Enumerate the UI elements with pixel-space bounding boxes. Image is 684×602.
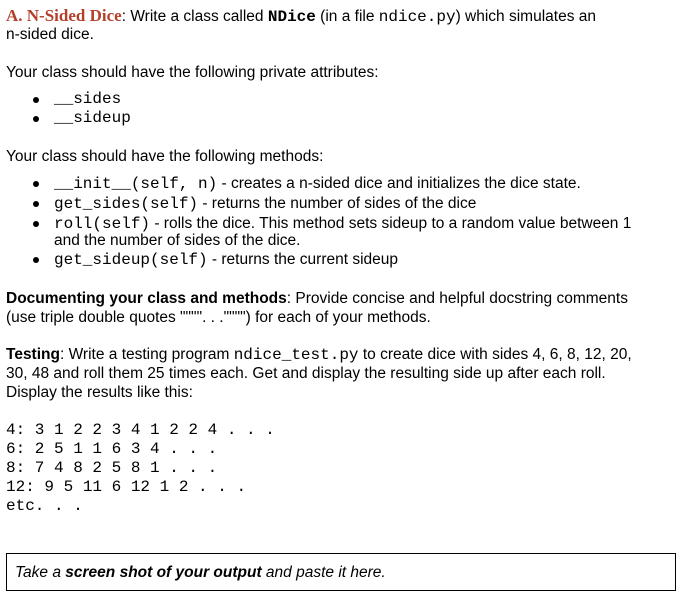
attributes-intro: Your class should have the following private attributes: [6, 64, 379, 81]
intro-text: : Write a class called [121, 8, 268, 25]
intro-paragraph [6, 6, 596, 27]
intro-text-mid: (in a file [315, 8, 379, 25]
testing-label: Testing [6, 346, 60, 363]
attribute-item: __sides [0, 90, 131, 109]
methods-list-cont [0, 250, 398, 270]
test-file-code: ndice_test.py [233, 346, 359, 364]
documenting-text: : Provide concise and helpful docstring comments [286, 290, 628, 307]
method-code: get_sideup(self) [54, 251, 208, 269]
output-line: etc. . . [6, 497, 83, 515]
method-item [0, 250, 398, 270]
method-item [0, 194, 631, 214]
attribute-item: __sideup [0, 109, 131, 128]
method-code: get_sides(self) [54, 195, 199, 213]
methods-list [0, 174, 631, 234]
output-line: 8: 7 4 8 2 5 8 1 . . . [6, 459, 218, 477]
testing-line-2: 30, 48 and roll them 25 times each. Get and display the resulting side up after each roll. [6, 365, 606, 382]
instruction-after: and paste it here. [261, 564, 386, 581]
method-desc: - returns the number of sides of the dice [198, 195, 477, 212]
method-code: __init__(self, n) [54, 175, 218, 193]
method-code: roll(self) [54, 215, 151, 233]
testing-text-after: to create dice with sides 4, 6, 8, 12, 20, [358, 346, 632, 363]
testing-text: : Write a testing program [59, 346, 234, 363]
method-desc: - rolls the dice. This method sets sideup to a random value between 1 [150, 215, 632, 232]
testing-paragraph [6, 345, 632, 365]
method-item [0, 174, 631, 194]
testing-line-3: Display the results like this: [6, 384, 193, 401]
intro-line-2: n-sided dice. [6, 26, 94, 43]
documenting-line-2: (use triple double quotes """". . ."""") for each of your methods. [6, 309, 431, 326]
output-line: 12: 9 5 11 6 12 1 2 . . . [6, 478, 247, 496]
section-title: A. N-Sided Dice [6, 6, 122, 25]
methods-intro: Your class should have the following methods: [6, 148, 324, 165]
method-desc: - creates a n-sided dice and initializes the dice state. [217, 175, 581, 192]
instruction-before: Take a [15, 564, 66, 581]
file-name-code: ndice.py [378, 8, 456, 26]
method-desc: - returns the current sideup [207, 251, 399, 268]
documenting-paragraph [6, 289, 628, 308]
output-line: 4: 3 1 2 2 3 4 1 2 2 4 . . . [6, 421, 275, 439]
screenshot-instruction [15, 563, 386, 582]
class-name-code: NDice [267, 8, 316, 26]
output-line: 6: 2 5 1 1 6 3 4 . . . [6, 440, 218, 458]
attributes-list [0, 90, 131, 128]
instruction-bold: screen shot of your output [65, 564, 262, 581]
method-desc-continued: and the number of sides of the dice. [54, 232, 301, 249]
intro-text-after: ) which simulates an [455, 8, 596, 25]
screenshot-box[interactable] [6, 553, 676, 591]
documenting-label: Documenting your class and methods [6, 290, 287, 307]
